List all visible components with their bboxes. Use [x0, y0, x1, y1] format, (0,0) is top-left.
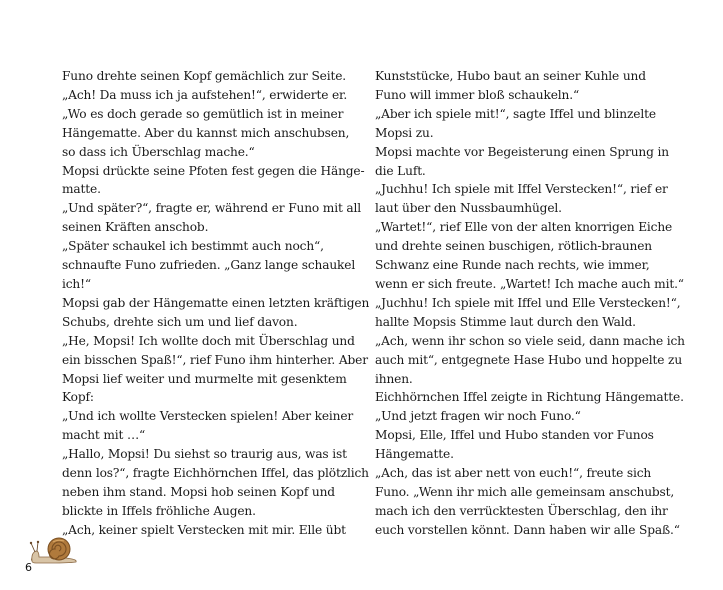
right-column-line: „Und jetzt fragen wir noch Funo.“ — [375, 409, 581, 424]
right-column-line: Mopsi machte vor Begeisterung einen Sprung in — [375, 144, 669, 159]
right-column-line: euch vorstellen könnt. Dann haben wir alle Spaß.“ — [375, 522, 680, 537]
left-column-line: so dass ich Überschlag mache.“ — [62, 144, 255, 159]
right-column-line: Mopsi, Elle, Iffel und Hubo standen vor Funos — [375, 428, 654, 443]
left-column-line: Hängematte. Aber du kannst mich anschubsen, — [62, 125, 350, 140]
left-column-line: Funo drehte seinen Kopf gemächlich zur Seite. — [62, 69, 347, 83]
left-column-line: „Ach, keiner spielt Verstecken mit mir. Elle übt — [62, 522, 346, 537]
right-column-line: Kunststücke, Hubo baut an seiner Kuhle und — [375, 69, 646, 83]
left-column-line: „Wo es doch gerade so gemütlich ist in meiner — [62, 106, 344, 121]
left-column-line: Mopsi gab der Hängematte einen letzten kräftigen — [62, 295, 370, 310]
left-column-line: seinen Kräften anschob. — [62, 220, 209, 235]
page-number: 6 — [25, 561, 32, 574]
left-column-line: „Hallo, Mopsi! Du siehst so traurig aus, was ist — [62, 447, 347, 462]
right-column-line: „Wartet!“, rief Elle von der alten knorrigen Eiche — [375, 220, 673, 235]
left-column-line: Kopf: — [62, 390, 94, 405]
left-column-line: Schubs, drehte sich um und lief davon. — [62, 314, 298, 329]
right-column-line: „Juchhu! Ich spiele mit Iffel und Elle Verstecken!“, — [375, 295, 681, 310]
left-column-line: „He, Mopsi! Ich wollte doch mit Überschlag und — [62, 333, 355, 348]
right-column-line: mach ich den verrücktesten Überschlag, den ihr — [375, 503, 668, 518]
right-column-line: Funo. „Wenn ihr mich alle gemeinsam anschubst, — [375, 484, 675, 499]
right-column-line: hallte Mopsis Stimme laut durch den Wald. — [375, 314, 636, 329]
left-column-line: „Ach! Da muss ich ja aufstehen!“, erwiderte er. — [62, 87, 348, 102]
left-column-line: blickte in Iffels fröhliche Augen. — [62, 503, 256, 518]
right-column-line: laut über den Nussbaumhügel. — [375, 201, 562, 216]
right-column-line: auch mit“, entgegnete Hase Hubo und hoppelte zu — [375, 352, 683, 367]
left-column-line: Mopsi drückte seine Pfoten fest gegen die Hänge- — [62, 163, 365, 178]
left-column-line: macht mit …“ — [62, 428, 146, 443]
left-column-line: denn los?“, fragte Eichhörnchen Iffel, das plötzlich — [62, 466, 369, 481]
right-column-line: „Aber ich spiele mit!“, sagte Iffel und blinzelte — [375, 106, 656, 121]
right-column-line: Eichhörnchen Iffel zeigte in Richtung Hängematte. — [375, 390, 684, 405]
right-text-column — [375, 67, 685, 540]
right-column-line: „Ach, das ist aber nett von euch!“, freute sich — [375, 466, 652, 481]
left-column-line: schnaufte Funo zufrieden. „Ganz lange schaukel — [62, 258, 356, 273]
right-column-line: Funo will immer bloß schaukeln.“ — [375, 87, 580, 102]
left-column-line: ein bisschen Spaß!“, rief Funo ihm hinterher. Aber — [62, 352, 368, 367]
right-column-line: wenn er sich freute. „Wartet! Ich mache auch mit.“ — [375, 276, 684, 291]
left-column-line: Mopsi lief weiter und murmelte mit gesenktem — [62, 371, 347, 386]
snail-icon — [28, 533, 80, 565]
right-column-line: Mopsi zu. — [375, 125, 434, 140]
right-column-line: Schwanz eine Runde nach rechts, wie immer, — [375, 258, 650, 273]
right-column-line: ihnen. — [375, 371, 413, 386]
left-column-line: „Und später?“, fragte er, während er Funo mit all — [62, 201, 362, 216]
right-column-line: Hängematte. — [375, 447, 454, 462]
left-column-line: matte. — [62, 182, 101, 197]
left-column-line: „Und ich wollte Verstecken spielen! Aber keiner — [62, 409, 354, 424]
left-column-line: „Später schaukel ich bestimmt auch noch“, — [62, 239, 324, 254]
left-column-line: ich!“ — [62, 276, 91, 291]
right-column-line: „Ach, wenn ihr schon so viele seid, dann mache ich — [375, 333, 685, 348]
right-column-line: und drehte seinen buschigen, rötlich-braunen — [375, 239, 652, 254]
left-column-line: neben ihm stand. Mopsi hob seinen Kopf und — [62, 484, 335, 499]
left-text-column — [62, 67, 370, 540]
right-column-line: „Juchhu! Ich spiele mit Iffel Verstecken!“, rief er — [375, 182, 668, 197]
right-column-line: die Luft. — [375, 163, 426, 178]
